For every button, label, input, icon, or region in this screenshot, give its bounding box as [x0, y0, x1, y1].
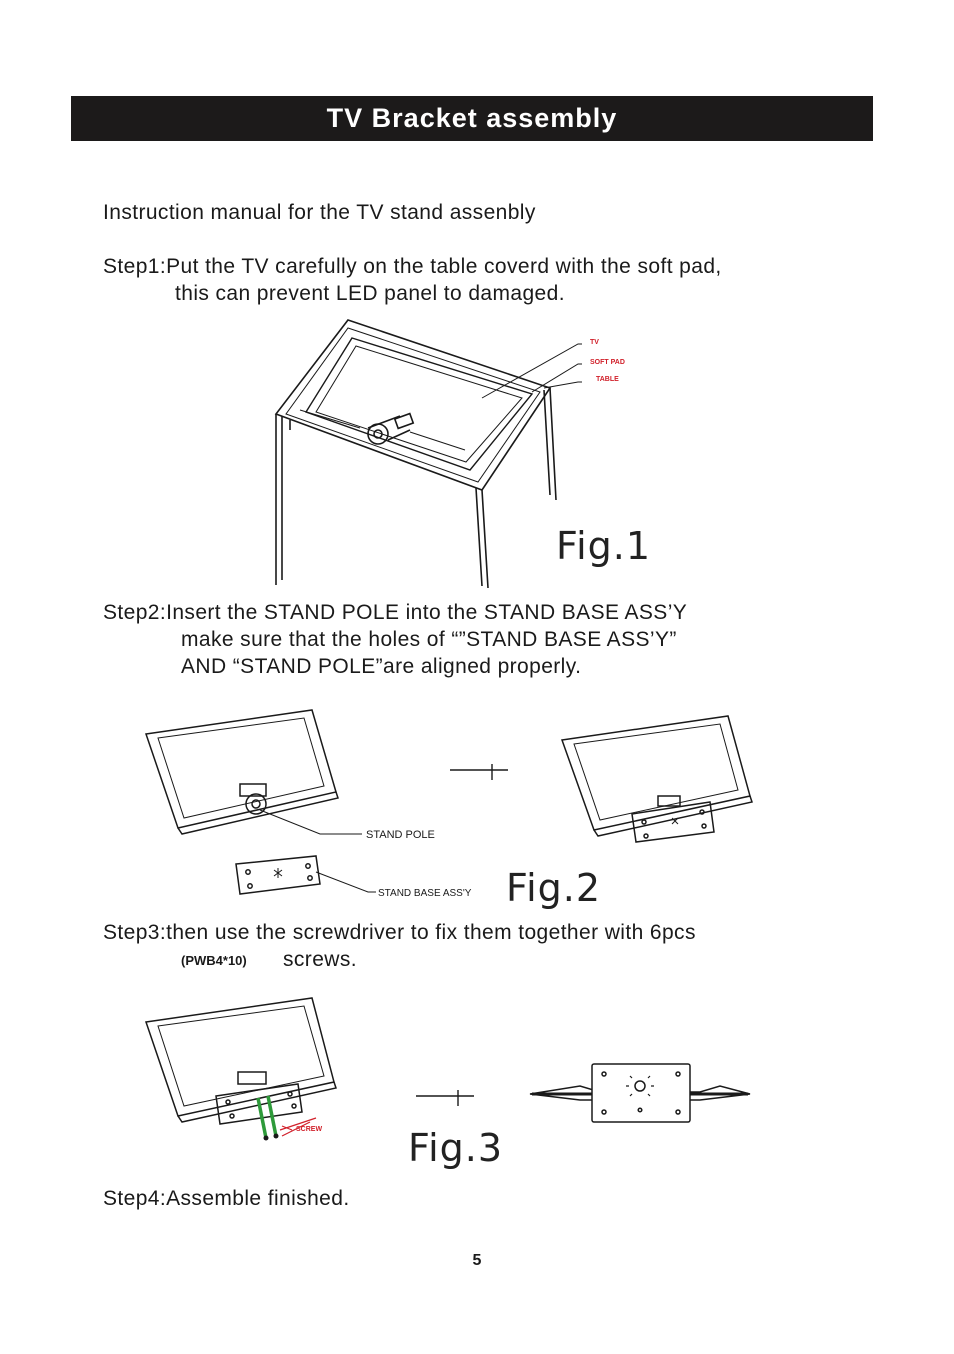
fig1-label: Fig.1 [556, 524, 652, 568]
step3-line1: Step3:then use the screwdriver to fix them together with 6pcs [103, 921, 696, 944]
fig2-label: Fig.2 [506, 866, 602, 910]
fig2-stand-insertion-illustration [140, 700, 760, 915]
fig3-callout-screw: SCREW [296, 1126, 323, 1133]
fig2-callout-stand-base: STAND BASE ASS'Y [378, 888, 472, 899]
fig1-callout-tv: TV [590, 339, 599, 346]
step3-screw-spec: (PWB4*10) [181, 953, 247, 968]
fig1-callout-table: TABLE [596, 376, 619, 383]
step3-line2: screws. [283, 948, 357, 971]
fig3-label: Fig.3 [408, 1126, 504, 1170]
step2-line3: AND “STAND POLE”are aligned properly. [181, 655, 582, 678]
page-number: 5 [472, 1252, 482, 1269]
step1-line2: this can prevent LED panel to damaged. [175, 282, 565, 305]
step1-line1: Step1:Put the TV carefully on the table coverd with the soft pad, [103, 255, 722, 278]
step2-line2: make sure that the holes of “”STAND BASE ASS’Y” [181, 628, 677, 651]
section-title-bar [71, 96, 873, 141]
step2-line1: Step2:Insert the STAND POLE into the STAND BASE ASS’Y [103, 601, 688, 624]
page-title: TV Bracket assembly [326, 103, 618, 133]
step4-text: Step4:Assemble finished. [103, 1187, 350, 1210]
fig2-callout-stand-pole: STAND POLE [366, 829, 435, 841]
intro-text: Instruction manual for the TV stand assenbly [103, 201, 536, 224]
fig1-callout-soft-pad: SOFT PAD [590, 359, 625, 366]
